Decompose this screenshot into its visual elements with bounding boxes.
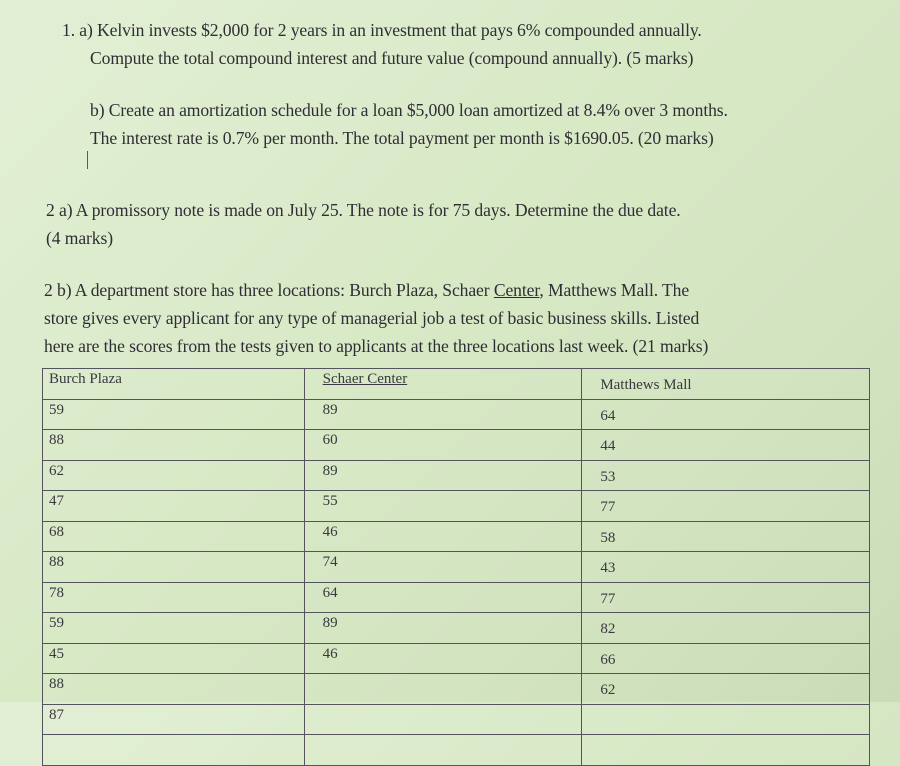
matthews-mall-score-cell: 82 [582, 613, 870, 644]
scores-table [42, 368, 870, 766]
burch-plaza-score-cell: 88 [43, 552, 305, 583]
question-2b-text: , Matthews Mall. The [539, 280, 690, 300]
schaer-center-score-cell: 89 [304, 613, 582, 644]
matthews-mall-score-cell: 77 [582, 582, 870, 613]
schaer-center-score-cell: 60 [304, 430, 582, 461]
schaer-center-score-cell: 46 [304, 643, 582, 674]
table-row [43, 491, 870, 522]
schaer-center-underlined: Center [493, 280, 540, 300]
schaer-center-score-cell [304, 735, 582, 766]
table-row [43, 430, 870, 461]
question-1a-line: Compute the total compound interest and future value (compound annually). (5 marks) [90, 48, 694, 68]
matthews-mall-score-cell: 53 [582, 460, 870, 491]
schaer-center-score-cell: 89 [304, 399, 582, 430]
header-matthews-mall: Matthews Mall [582, 369, 870, 400]
table-row [43, 552, 870, 583]
matthews-mall-score-cell: 43 [582, 552, 870, 583]
header-schaer-center-text: Schaer Center [322, 371, 408, 387]
schaer-center-score-cell: 46 [304, 521, 582, 552]
table-row [43, 735, 870, 766]
question-2a [46, 196, 681, 252]
burch-plaza-score-cell: 45 [43, 643, 305, 674]
burch-plaza-score-cell: 47 [43, 491, 305, 522]
burch-plaza-score-cell: 59 [43, 613, 305, 644]
schaer-center-score-cell: 89 [304, 460, 582, 491]
schaer-center-score-cell: 64 [304, 582, 582, 613]
matthews-mall-score-cell: 64 [582, 399, 870, 430]
question-2a-line: (4 marks) [46, 228, 114, 248]
question-2b [44, 276, 708, 360]
matthews-mall-score-cell: 44 [582, 430, 870, 461]
schaer-center-score-cell [304, 674, 582, 705]
question-1b-line: b) Create an amortization schedule for a loan $5,000 loan amortized at 8.4% over 3 months. [90, 100, 728, 120]
table-row [43, 643, 870, 674]
schaer-center-score-cell: 55 [304, 491, 582, 522]
matthews-mall-score-cell: 58 [582, 521, 870, 552]
burch-plaza-score-cell: 88 [43, 674, 305, 705]
table-row [43, 460, 870, 491]
table-row [43, 674, 870, 705]
question-2b-line: store gives every applicant for any type of managerial job a test of basic business skills. Listed [44, 308, 700, 328]
question-1a-line: 1. a) Kelvin invests $2,000 for 2 years in an investment that pays 6% compounded annually. [62, 20, 702, 40]
question-1a [62, 16, 702, 72]
question-2b-line: here are the scores from the tests given to applicants at the three locations last week. (21 marks) [44, 336, 709, 356]
scores-table-body [43, 399, 870, 765]
table-header-row [43, 369, 870, 400]
burch-plaza-score-cell: 62 [43, 460, 305, 491]
header-schaer-center [304, 369, 582, 400]
question-2b-text: 2 b) A department store has three locations: Burch Plaza, Schaer [44, 280, 494, 300]
matthews-mall-score-cell [582, 735, 870, 766]
burch-plaza-score-cell [43, 735, 305, 766]
header-burch-plaza: Burch Plaza [43, 369, 305, 400]
matthews-mall-score-cell: 77 [582, 491, 870, 522]
burch-plaza-score-cell: 78 [43, 582, 305, 613]
matthews-mall-score-cell: 66 [582, 643, 870, 674]
table-row [43, 613, 870, 644]
question-1b [90, 96, 728, 152]
question-2b-line [44, 276, 708, 304]
question-1b-line: The interest rate is 0.7% per month. The total payment per month is $1690.05. (20 marks) [90, 128, 714, 148]
burch-plaza-score-cell: 68 [43, 521, 305, 552]
matthews-mall-score-cell [582, 704, 870, 735]
burch-plaza-score-cell: 88 [43, 430, 305, 461]
question-2a-line: 2 a) A promissory note is made on July 25. The note is for 75 days. Determine the due date. [46, 200, 681, 220]
text-cursor-mark [87, 151, 88, 169]
table-row [43, 704, 870, 735]
schaer-center-score-cell: 74 [304, 552, 582, 583]
table-row [43, 582, 870, 613]
matthews-mall-score-cell: 62 [582, 674, 870, 705]
table-row [43, 399, 870, 430]
schaer-center-score-cell [304, 704, 582, 735]
burch-plaza-score-cell: 59 [43, 399, 305, 430]
burch-plaza-score-cell: 87 [43, 704, 305, 735]
table-row [43, 521, 870, 552]
